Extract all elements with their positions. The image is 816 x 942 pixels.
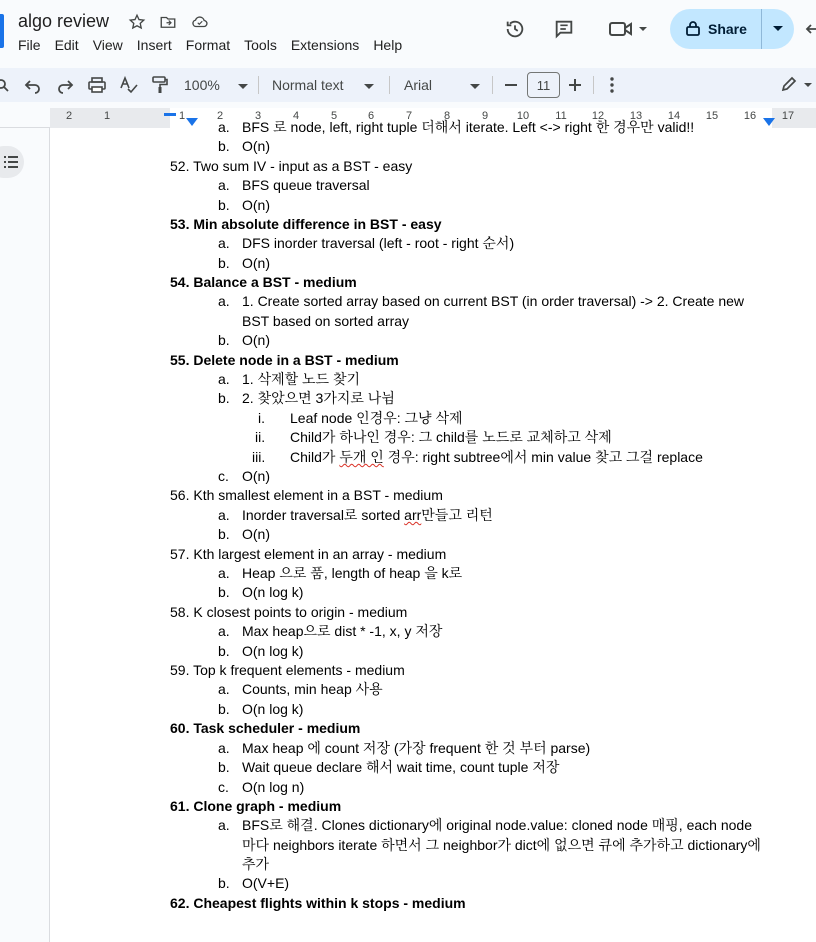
list-marker: a. (218, 371, 230, 387)
paragraph-style-value: Normal text (272, 77, 344, 93)
font-value: Arial (404, 77, 433, 93)
ruler-label: 11 (555, 110, 567, 122)
list-item: O(n log k) (242, 643, 304, 659)
list-item: O(n) (242, 255, 270, 271)
list-item: Child가 하나인 경우: 그 child를 노드로 교체하고 삭제 (290, 429, 612, 445)
list-item: O(n) (242, 526, 270, 542)
list-item: Counts, min heap 사용 (242, 681, 383, 697)
list-marker: a. (218, 177, 230, 193)
toolbar-divider (593, 76, 594, 94)
list-marker: b. (218, 759, 230, 775)
list-marker: a. (218, 623, 230, 639)
problem-heading: 55. Delete node in a BST - medium (170, 352, 399, 368)
list-item-continuation: BST based on sorted array (242, 313, 410, 329)
ruler-label: 4 (292, 110, 300, 122)
lock-icon (686, 20, 700, 39)
list-item: Wait queue declare 해서 wait time, count tuple 저장 (242, 759, 560, 775)
problem-heading: 59. Top k frequent elements - medium (170, 662, 405, 678)
document-title[interactable]: algo review (18, 11, 110, 31)
list-marker: b. (218, 138, 230, 154)
problem-heading: 57. Kth largest element in an array - medium (170, 546, 447, 562)
toolbar-divider (492, 76, 493, 94)
text-run: Child가 (290, 449, 340, 465)
list-item: BFS queue traversal (242, 177, 370, 193)
list-item: Max heap 에 count 저장 (가장 frequent 한 것 부터 parse) (242, 740, 591, 756)
paragraph-style-select[interactable] (272, 72, 374, 98)
list-item: O(n) (242, 332, 270, 348)
problem-heading: 52. Two sum IV - input as a BST - easy (170, 158, 413, 174)
first-line-indent-marker[interactable] (164, 113, 176, 116)
ruler-label: 7 (405, 110, 413, 122)
account-arrow-icon[interactable] (804, 14, 816, 44)
zoom-dropdown-icon (238, 77, 248, 93)
problem-heading: 62. Cheapest flights within k stops - medium (170, 895, 466, 911)
list-marker: a. (218, 235, 230, 251)
menu-view[interactable]: View (92, 37, 123, 53)
list-item: 1. Create sorted array based on current BST (in order traversal) -> 2. Create new (242, 293, 745, 309)
ruler-label: 16 (743, 110, 757, 122)
more-options-icon[interactable] (602, 72, 622, 98)
list-marker: a. (218, 119, 230, 135)
editing-mode-icon[interactable] (780, 72, 816, 98)
paint-format-icon[interactable] (149, 72, 171, 98)
list-marker: b. (218, 643, 230, 659)
problem-heading: 61. Clone graph - medium (170, 798, 342, 814)
list-item: Heap 으로 품, length of heap 을 k로 (242, 565, 463, 581)
search-menus-icon[interactable] (0, 72, 10, 98)
list-marker: ii. (255, 429, 266, 445)
list-marker: b. (218, 390, 230, 406)
list-item: O(n) (242, 138, 270, 154)
share-button[interactable] (670, 9, 794, 49)
ruler-label: 13 (629, 110, 643, 122)
document-page[interactable] (50, 119, 816, 942)
list-marker: a. (218, 817, 230, 833)
style-dropdown-icon (364, 77, 374, 93)
list-marker: b. (218, 584, 230, 600)
menu-insert[interactable]: Insert (136, 37, 172, 53)
list-marker: b. (218, 197, 230, 213)
list-item: BFS 로 node, left, right tuple 더해서 iterate. Left <-> right 한 경우만 valid!! (242, 119, 695, 135)
undo-icon[interactable] (22, 72, 44, 98)
list-item: O(n log k) (242, 701, 304, 717)
menu-help[interactable]: Help (373, 37, 403, 53)
spelling-error[interactable]: arr (404, 507, 422, 523)
list-marker: b. (218, 332, 230, 348)
share-label: Share (708, 21, 747, 37)
problem-heading: 56. Kth smallest element in a BST - medium (170, 487, 443, 503)
move-folder-icon[interactable] (158, 12, 178, 32)
ruler-label: 2 (216, 110, 224, 122)
text-run: Inorder traversal로 sorted (242, 507, 405, 523)
left-margin-area (0, 128, 50, 942)
docs-logo[interactable] (0, 14, 4, 48)
ruler-label: 6 (367, 110, 375, 122)
list-item-continuation: 추가 (242, 856, 270, 872)
redo-icon[interactable] (54, 72, 76, 98)
list-marker: iii. (252, 449, 266, 465)
menu-file[interactable]: File (18, 37, 41, 53)
ruler-label: 1 (103, 110, 111, 122)
menu-bar (18, 37, 416, 53)
menu-edit[interactable]: Edit (54, 37, 79, 53)
print-icon[interactable] (86, 72, 108, 98)
list-item: 2. 찾았으면 3가지로 나뉨 (242, 390, 395, 406)
spelling-error[interactable]: 두개 인 (339, 449, 384, 465)
list-item: BFS로 해결. Clones dictionary에 original node.value: cloned node 매핑, each node (242, 817, 752, 833)
problem-heading: 60. Task scheduler - medium (170, 720, 361, 736)
text-run: 경우: right subtree에서 min value 찾고 그걸 replace (383, 449, 703, 465)
list-item: O(n log k) (242, 584, 304, 600)
list-marker: b. (218, 526, 230, 542)
list-item (290, 448, 703, 467)
problem-heading: 58. K closest points to origin - medium (170, 604, 408, 620)
list-item: Max heap으로 dist * -1, x, y 저장 (242, 623, 443, 639)
list-marker: c. (218, 779, 229, 795)
toolbar-divider (258, 76, 259, 94)
share-dropdown-icon[interactable] (762, 9, 794, 49)
problem-heading: 54. Balance a BST - medium (170, 274, 357, 290)
star-icon[interactable] (127, 12, 147, 32)
decrease-font-size-icon[interactable] (501, 72, 521, 98)
menu-tools[interactable]: Tools (244, 37, 277, 53)
increase-font-size-icon[interactable] (565, 72, 585, 98)
ruler-label: 14 (667, 110, 681, 122)
right-indent-marker[interactable] (763, 118, 775, 126)
list-marker: a. (218, 565, 230, 581)
font-dropdown-icon (470, 77, 480, 93)
ruler-label: 5 (330, 110, 338, 122)
list-marker: a. (218, 740, 230, 756)
font-size-input[interactable]: 11 (527, 72, 560, 98)
list-item: O(n log n) (242, 779, 305, 795)
list-marker: a. (218, 293, 230, 309)
cloud-saved-icon[interactable] (190, 12, 210, 32)
list-item: O(n) (242, 197, 270, 213)
list-item: Leaf node 인경우: 그냥 삭제 (290, 410, 463, 426)
list-marker: a. (218, 507, 230, 523)
menu-extensions[interactable]: Extensions (290, 37, 360, 53)
list-marker: i. (258, 410, 265, 426)
text-run: 만들고 리턴 (421, 507, 493, 523)
list-item: DFS inorder traversal (left - root - right 순서) (242, 235, 515, 251)
ruler-label: 17 (781, 110, 795, 122)
title-bar (0, 0, 816, 62)
problem-heading: 53. Min absolute difference in BST - easy (170, 216, 442, 232)
list-marker: a. (218, 681, 230, 697)
toolbar-divider (389, 76, 390, 94)
ruler-label: 12 (591, 110, 605, 122)
ruler-label: 8 (443, 110, 451, 122)
formatting-toolbar (0, 68, 816, 102)
ruler-label: 1 (178, 110, 186, 122)
menu-format[interactable]: Format (185, 37, 231, 53)
ruler-label: 15 (705, 110, 719, 122)
list-marker: b. (218, 255, 230, 271)
list-marker: b. (218, 875, 230, 891)
font-select[interactable] (404, 72, 480, 98)
spellcheck-icon[interactable] (118, 72, 140, 98)
zoom-value: 100% (184, 77, 220, 93)
list-marker: c. (218, 468, 229, 484)
list-item (242, 506, 493, 525)
left-indent-marker[interactable] (186, 118, 198, 126)
ruler-label: 3 (254, 110, 262, 122)
list-item-continuation: 마다 neighbors iterate 하면서 그 neighbor가 dict에 없으면 큐에 추가하고 dictionary에 (242, 837, 761, 853)
ruler-label: 9 (481, 110, 489, 122)
list-marker: b. (218, 701, 230, 717)
list-item: 1. 삭제할 노드 찾기 (242, 371, 361, 387)
list-item: O(n) (242, 468, 270, 484)
history-icon[interactable] (500, 14, 530, 44)
comments-icon[interactable] (549, 14, 579, 44)
zoom-select[interactable] (184, 72, 248, 98)
list-item: O(V+E) (242, 875, 290, 891)
meet-icon[interactable] (604, 14, 650, 44)
ruler-label: 10 (516, 110, 530, 122)
ruler-label: 2 (65, 110, 73, 122)
